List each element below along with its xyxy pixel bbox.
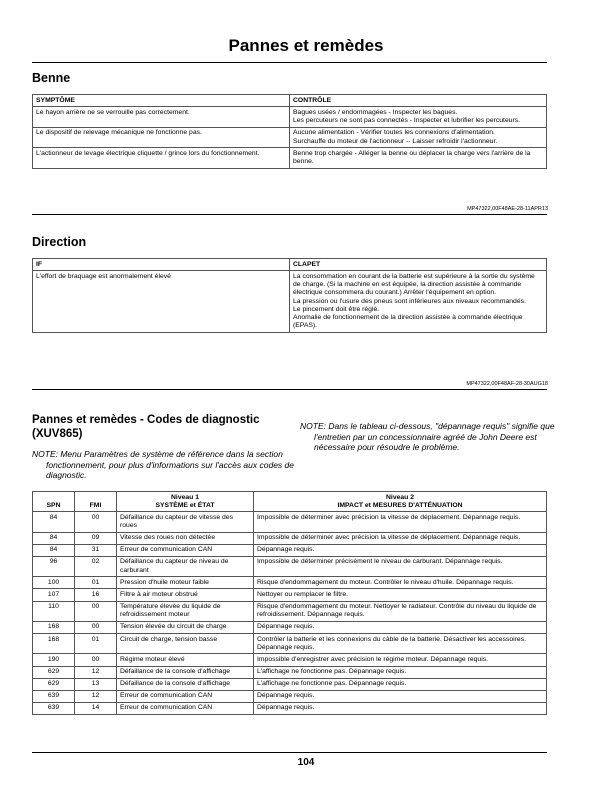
benne-table-header: [33, 95, 547, 107]
benne-table: [32, 94, 547, 169]
impact-cell: Risque d'endommagement du moteur. Nettoyer le radiateur. Contrôle du niveau du liquide de refroidissement. Dépannage requis.: [254, 601, 547, 621]
control-cell: Bagues usées / endommagées - Inspecter les bagues. Les percuteurs ne sont pas connectés - Inspecter et lubrifier les percuteurs.: [290, 107, 547, 128]
system-cell: Pression d'huile moteur faible: [117, 577, 254, 589]
spn-cell: 110: [33, 601, 75, 621]
impact-cell: Nettoyer ou remplacer le filtre.: [254, 589, 547, 601]
fmi-cell: 02: [75, 556, 117, 576]
spn-cell: 168: [33, 634, 75, 654]
system-cell: Défaillance de la console d'affichage: [117, 666, 254, 678]
codes-table-header: [33, 492, 547, 512]
note-left: NOTE: Menu Paramètres de système de référence dans la section fonctionnement, pour plus d'informations sur l'accès aux codes de diagnostic.: [32, 449, 294, 481]
page-title: Pannes et remèdes: [228, 36, 384, 55]
title-rule: [32, 62, 547, 63]
spn-cell: 100: [33, 577, 75, 589]
table-row: [33, 702, 547, 714]
impact-cell: Dépannage requis.: [254, 621, 547, 633]
system-cell: Tension élevée du circuit de charge: [117, 621, 254, 633]
table-row: [33, 678, 547, 690]
note-right: NOTE: Dans le tableau ci-dessous, "dépannage requis" signifie que l'entretien par un concessionnaire agréé de John Deere est nécessaire pour résoudre le problème.: [300, 421, 555, 453]
table-row: [33, 532, 547, 544]
impact-cell: Impossible d'enregistrer avec précision le régime moteur. Dépannage requis.: [254, 654, 547, 666]
system-cell: Erreur de communication CAN: [117, 544, 254, 556]
table-row: [33, 654, 547, 666]
diagnostic-section-title: Pannes et remèdes - Codes de diagnostic (XUV865): [32, 414, 260, 440]
symptom-cell: Le dispositif de relevage mécanique ne fonctionne pas.: [33, 127, 290, 148]
spn-cell: 84: [33, 544, 75, 556]
symptom-cell: Le hayon arrière ne se verrouille pas correctement.: [33, 107, 290, 128]
fmi-cell: 01: [75, 577, 117, 589]
fmi-cell: 00: [75, 621, 117, 633]
spn-cell: 639: [33, 690, 75, 702]
system-cell: Erreur de communication CAN: [117, 690, 254, 702]
impact-cell: Dépannage requis.: [254, 544, 547, 556]
level2-header: [254, 492, 547, 512]
table-row: [33, 148, 547, 169]
impact-cell: Impossible de déterminer avec précision la vitesse de déplacement. Dépannage requis.: [254, 532, 547, 544]
fmi-cell: 12: [75, 690, 117, 702]
section-rule: [32, 389, 547, 390]
spn-header: SPN: [33, 492, 75, 512]
impact-cell: L'affichage ne fonctionne pas. Dépannage requis.: [254, 666, 547, 678]
spn-cell: 107: [33, 589, 75, 601]
level1-header: [117, 492, 254, 512]
spn-cell: 96: [33, 556, 75, 576]
level2-subtitle: IMPACT et MESURES D'ATTÉNUATION: [337, 501, 463, 509]
direction-table: [32, 258, 547, 333]
system-cell: Défaillance du capteur de vitesse des roues: [117, 512, 254, 532]
fmi-cell: 00: [75, 601, 117, 621]
spn-cell: 168: [33, 621, 75, 633]
symptom-cell: L'effort de braquage est anormalement élevé: [33, 271, 290, 333]
table-row: [33, 127, 547, 148]
column-header: SYMPTÔME: [33, 95, 290, 107]
table-row: [33, 577, 547, 589]
fmi-header: FMI: [75, 492, 117, 512]
impact-cell: Risque d'endommagement du moteur. Contrôler le niveau d'huile. Dépannage requis.: [254, 577, 547, 589]
impact-cell: Contrôler la batterie et les connexions du câble de la batterie. Désactiver les accessoires. Dépannage requis.: [254, 634, 547, 654]
table-row: [33, 107, 547, 128]
system-cell: Température élevée du liquide de refroidissement moteur: [117, 601, 254, 621]
column-header: IF: [33, 259, 290, 271]
fmi-cell: 00: [75, 654, 117, 666]
table-row: [33, 512, 547, 532]
table-row: [33, 621, 547, 633]
control-cell: Aucune alimentation - Vérifier toutes les connexions d'alimentation. Surchauffe du moteur de l'actionneur -- Laisser refroidir l'actionneur.: [290, 127, 547, 148]
table-row: [33, 634, 547, 654]
spn-cell: 84: [33, 512, 75, 532]
fmi-cell: 12: [75, 666, 117, 678]
table-row: [33, 666, 547, 678]
fmi-cell: 01: [75, 634, 117, 654]
fmi-cell: 09: [75, 532, 117, 544]
impact-cell: Dépannage requis.: [254, 690, 547, 702]
benne-section-title: Benne: [32, 71, 71, 85]
spn-cell: 639: [33, 702, 75, 714]
fmi-cell: 13: [75, 678, 117, 690]
impact-cell: Dépannage requis.: [254, 702, 547, 714]
impact-cell: Impossible de déterminer avec précision la vitesse de déplacement. Dépannage requis.: [254, 512, 547, 532]
page-number: 104: [297, 757, 315, 768]
level1-title: Niveau 1: [171, 493, 199, 501]
section-rule: [32, 214, 547, 215]
fmi-cell: 16: [75, 589, 117, 601]
table-row: [33, 271, 547, 333]
system-cell: Vitesse des roues non détectée: [117, 532, 254, 544]
fmi-cell: 00: [75, 512, 117, 532]
level2-title: Niveau 2: [386, 493, 414, 501]
fmi-cell: 31: [75, 544, 117, 556]
benne-reference: MP47322,00F48AE-28-11APR13: [467, 206, 548, 212]
spn-cell: 629: [33, 666, 75, 678]
system-cell: Erreur de communication CAN: [117, 702, 254, 714]
direction-table-header: [33, 259, 547, 271]
table-row: [33, 589, 547, 601]
table-row: [33, 544, 547, 556]
table-row: [33, 690, 547, 702]
control-cell: Benne trop chargée - Alléger la benne ou déplacer la charge vers l'arrière de la benne.: [290, 148, 547, 169]
system-cell: Circuit de charge, tension basse: [117, 634, 254, 654]
system-cell: Filtre à air moteur obstrué: [117, 589, 254, 601]
level1-subtitle: SYSTÈME et ÉTAT: [155, 501, 215, 509]
symptom-cell: L'actionneur de levage électrique cliquette / grince lors du fonctionnement.: [33, 148, 290, 169]
column-header: CONTRÔLE: [290, 95, 547, 107]
impact-cell: Impossible de déterminer précisément le niveau de carburant. Dépannage requis.: [254, 556, 547, 576]
control-cell: La consommation en courant de la batterie est supérieure à la sortie du système de charge. (Si la machine en est équipée, la direction assistée à commande électrique consommera du courant.) Arrêter l'équipement en option. La pression ou l'usure des pneus sont inférieures aux niveaux recommandés. Le pincement doit être réglé. Anomalie de fonctionnement de la direction assistée à commande électrique (EPAS).: [290, 271, 547, 333]
impact-cell: L'affichage ne fonctionne pas. Dépannage requis.: [254, 678, 547, 690]
spn-cell: 629: [33, 678, 75, 690]
table-row: [33, 556, 547, 576]
direction-section-title: Direction: [32, 235, 87, 249]
table-row: [33, 601, 547, 621]
column-header: CLAPET: [290, 259, 547, 271]
spn-cell: 84: [33, 532, 75, 544]
fmi-cell: 14: [75, 702, 117, 714]
system-cell: Régime moteur élevé: [117, 654, 254, 666]
spn-cell: 190: [33, 654, 75, 666]
footer-rule: [32, 752, 547, 753]
system-cell: Défaillance de la console d'affichage: [117, 678, 254, 690]
diagnostic-codes-table: [32, 491, 547, 715]
direction-reference: MP47322,00F48AF-28-30AUG18: [466, 381, 548, 387]
system-cell: Défaillance du capteur de niveau de carburant: [117, 556, 254, 576]
